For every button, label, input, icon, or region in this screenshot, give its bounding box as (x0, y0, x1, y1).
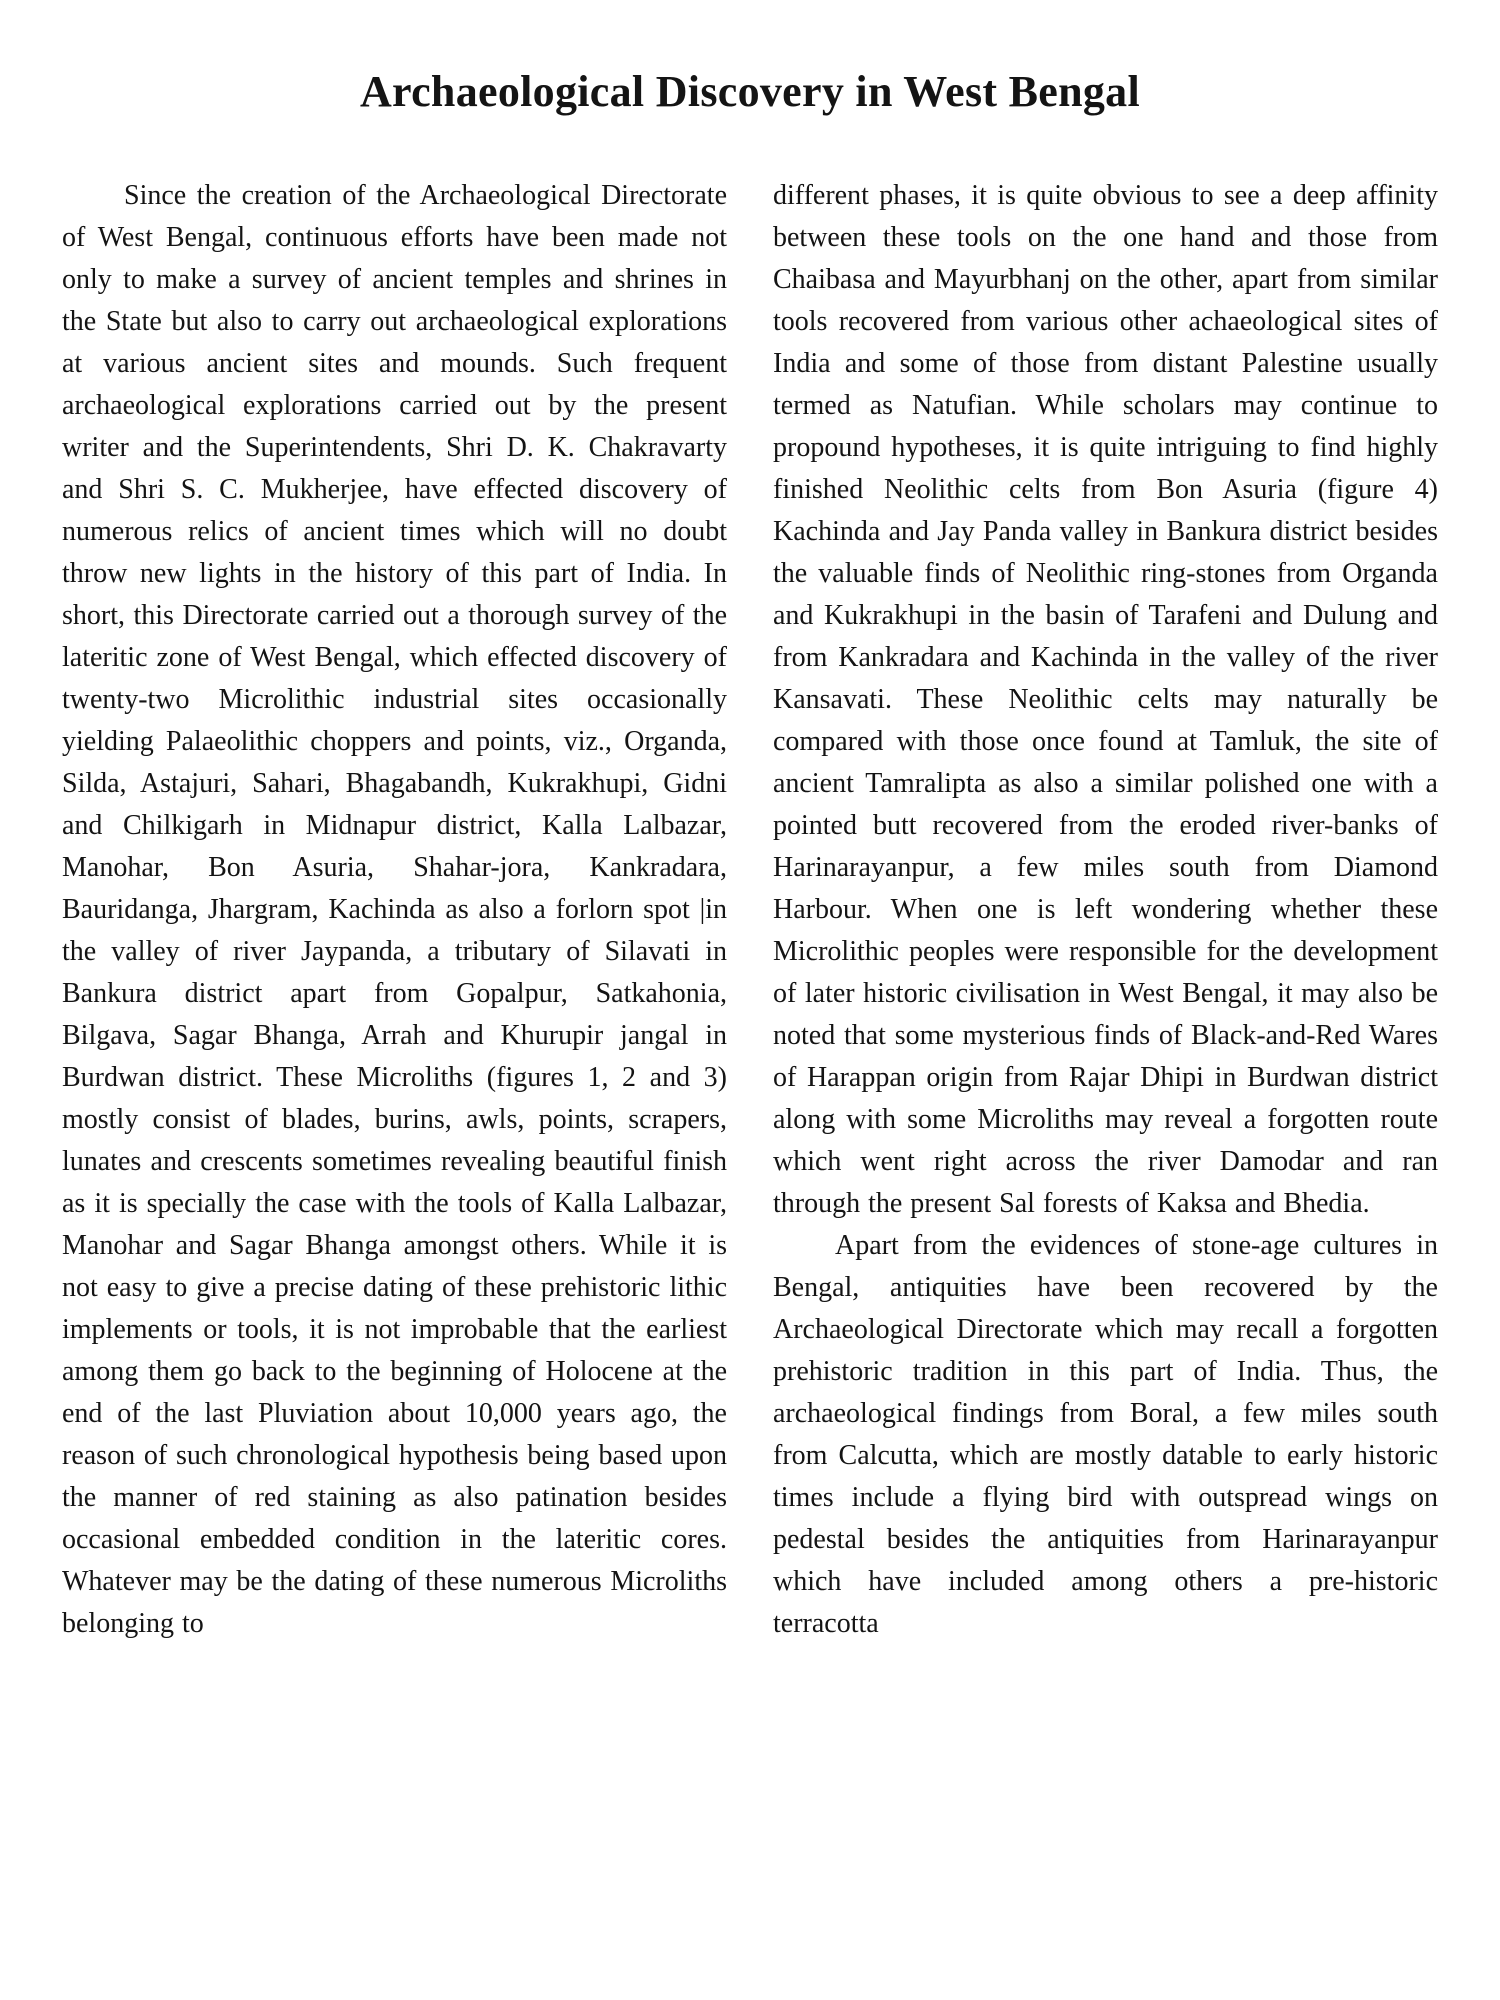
right-column (773, 175, 1438, 1645)
body-paragraph: Apart from the evidences of stone-age cultures in Bengal, antiquities have been recovered by the Archaeological Directorate which may recall a forgotten prehistoric tradition in this part of India. Thus, the archaeological findings from Boral, a few miles south from Calcutta, which are mostly datable to early historic times include a flying bird with outspread wings on pedestal besides the antiquities from Harinarayanpur which have included among others a pre-historic terracotta (773, 1230, 1438, 1639)
left-column (62, 175, 727, 1645)
two-column-layout (62, 175, 1438, 1645)
body-paragraph: Since the creation of the Archaeological Directorate of West Bengal, continuous efforts have been made not only to make a survey of ancient temples and shrines in the State but also to carry out archaeological explorations at various ancient sites and mounds. Such frequent archaeological explorations carried out by the present writer and the Superintendents, Shri D. K. Chakravarty and Shri S. C. Mukherjee, have effected discovery of numerous relics of ancient times which will no doubt throw new lights in the history of this part of India. In short, this Directorate carried out a thorough survey of the lateritic zone of West Bengal, which effected discovery of twenty-two Microlithic industrial sites occasionally yielding Palaeolithic choppers and points, viz., Organda, Silda, Astajuri, Sahari, Bhagabandh, Kukrakhupi, Gidni and Chilkigarh in Midnapur district, Kalla Lalbazar, Manohar, Bon Asuria, Shahar-jora, Kankradara, Bauridanga, Jhargram, Kachinda as also a forlorn spot |in the valley of river Jaypanda, a tributary of Silavati in Bankura district apart from Gopalpur, Satkahonia, Bilgava, Sagar Bhanga, Arrah and Khurupir jangal in Burdwan district. These Microliths (figures 1, 2 and 3) mostly consist of blades, burins, awls, points, scrapers, lunates and crescents sometimes revealing beautiful finish as it is specially the case with the tools of Kalla Lalbazar, Manohar and Sagar Bhanga amongst others. While it is not easy to give a precise dating of these prehistoric lithic implements or tools, it is not improbable that the earliest among them go back to the beginning of Holocene at the end of the last Pluviation about 10,000 years ago, the reason of such chronological hypothesis being based upon the manner of red staining as also patination besides occasional embedded condition in the lateritic cores. Whatever may be the dating of these numerous Microliths belonging to (62, 180, 727, 1639)
page-title: Archaeological Discovery in West Bengal (359, 67, 1140, 116)
body-paragraph: different phases, it is quite obvious to see a deep affinity between these tools on the one hand and those from Chaibasa and Mayurbhanj on the other, apart from similar tools recovered from various other achaeological sites of India and some of those from distant Palestine usually termed as Natufian. While scholars may continue to propound hypotheses, it is quite intriguing to find highly finished Neolithic celts from Bon Asuria (figure 4) Kachinda and Jay Panda valley in Bankura district besides the valuable finds of Neolithic ring-stones from Organda and Kukrakhupi in the basin of Tarafeni and Dulung and from Kankradara and Kachinda in the valley of the river Kansavati. These Neolithic celts may naturally be compared with those once found at Tamluk, the site of ancient Tamralipta as also a similar polished one with a pointed butt recovered from the eroded river-banks of Harinarayanpur, a few miles south from Diamond Harbour. When one is left wondering whether these Microlithic peoples were responsible for the development of later historic civilisation in West Bengal, it may also be noted that some mysterious finds of Black-and-Red Wares of Harappan origin from Rajar Dhipi in Burdwan district along with some Microliths may reveal a forgotten route which went right across the river Damodar and ran through the present Sal forests of Kaksa and Bhedia. (773, 180, 1438, 1219)
